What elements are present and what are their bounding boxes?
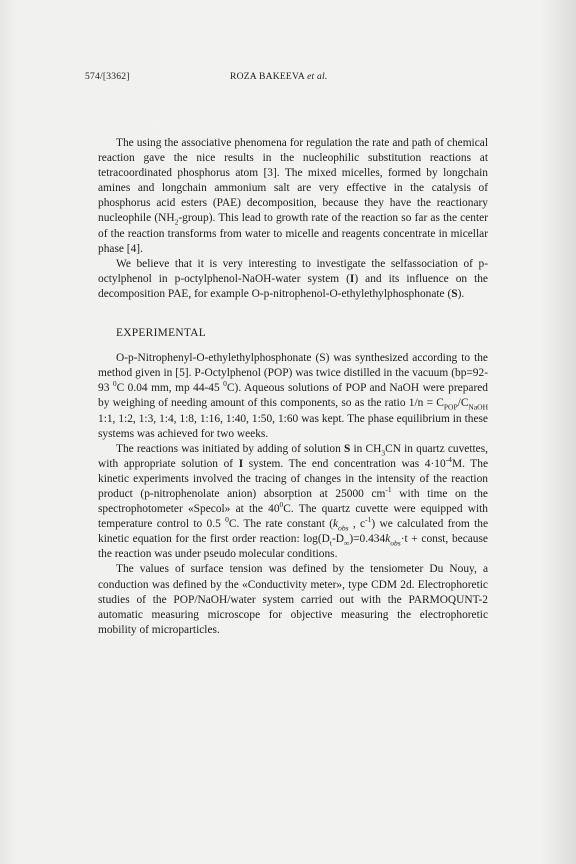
- paragraph-exp-3: The values of surface tension was defined by the tensiometer Du Nouy, a conduction was defined by the «Conductivity meter», type CDM 2d. Electrophoretic studies of the POP/NaOH/water system carried out with the PARMOQUNT-2 automatic measuring microscope for objective measuring the electrophoretic mobility of microparticles.: [98, 563, 488, 636]
- text-run: -D: [331, 533, 344, 546]
- text-run: ).: [457, 287, 465, 300]
- text-run: -group). This lead to growth rate of the reaction so far as the center of the reaction transforms from water to micelle and reagents concentrate in micellar phase [4].: [98, 212, 489, 255]
- paragraph-intro-1: [98, 136, 488, 257]
- text-run: C. The quartz cuvette were equipped with temperature control to 0.5: [98, 503, 489, 531]
- text-run: , c: [348, 518, 366, 531]
- body-text: [98, 136, 488, 638]
- text-run: O-p-Nitrophenyl-O-ethylethylphosphonate (S) was synthesized according to the method given in [5]. P-Octylphenol (POP) was twice distilled in the vacuum (bp=92-93: [98, 352, 488, 395]
- system-label: I: [238, 457, 244, 470]
- text-run: CN in quartz cuvettes, with appropriate solution of: [98, 442, 488, 470]
- paragraph-intro-2: [98, 257, 488, 302]
- text-run: The reactions was initiated by adding of solution: [116, 442, 344, 455]
- subscript: ∞: [343, 538, 350, 548]
- text-run: M. The kinetic experiments involved the tracing of changes in the intensity of the reaction product (p-nitrophenolate anion) absorption at 25000 cm: [98, 457, 489, 500]
- text-run: ) and its influence on the decomposition PAE, for example O-p-nitrophenol-O-ethylethylphosphonate (: [98, 272, 488, 300]
- text-run: in CH: [350, 442, 382, 455]
- text-run: The using the associative phenomena for regulation the rate and path of chemical reaction gave the nice results in the nucleophilic substitution reactions at tetracoordinated phosphorus atom [3]. The mixed micelles, formed by longchain amines and longchain ammonium salt are very effective in the catalysis of phosphorus acid esters (PAE) decomposition, because they have the reactionary nucleophile (NH: [98, 137, 488, 225]
- superscript: -4: [445, 454, 452, 464]
- text-run: /C: [457, 397, 469, 410]
- paragraph-exp-1: [98, 351, 488, 442]
- italic-symbol: k: [385, 533, 391, 546]
- text-run: )=0.434: [349, 533, 386, 546]
- text-run: C. The rate constant (: [228, 518, 334, 531]
- page-number: 574/[3362]: [85, 71, 130, 82]
- section-heading: EXPERIMENTAL: [116, 327, 207, 340]
- superscript: -1: [385, 485, 392, 495]
- substrate-label: S: [343, 442, 351, 455]
- system-label: I: [349, 272, 355, 285]
- subscript: 3: [381, 447, 386, 457]
- paragraph-exp-2: [98, 442, 488, 563]
- text-run: with time on the spectrophotometer «Specol» at the 40: [98, 487, 488, 516]
- authors: ROZA BAKEEVA: [230, 71, 305, 82]
- et-al: et al.: [307, 71, 328, 82]
- subscript: t: [329, 538, 332, 548]
- superscript: 0: [225, 515, 229, 525]
- subscript: POP: [443, 402, 458, 412]
- substrate-label: S: [451, 287, 458, 300]
- superscript: -1: [365, 515, 372, 525]
- text-run: C). Aqueous solutions of POP and NaOH were prepared by weighing of needing amount of this components, so as the ratio 1/n = C: [98, 382, 488, 410]
- superscript: 0: [223, 379, 227, 389]
- running-authors: [230, 71, 327, 82]
- subscript: obs: [390, 538, 401, 548]
- text-run: We believe that it is very interesting to investigate the selfassociation of p-octylphenol in p-octylphenol-NaOH-water system (: [98, 257, 488, 285]
- text-run: 1:1, 1:2, 1:3, 1:4, 1:8, 1:16, 1:40, 1:50, 1:60 was kept. The phase equilibrium in these systems was achieved for two weeks.: [98, 412, 488, 440]
- italic-symbol: k: [333, 518, 339, 531]
- subscript: NaOH: [468, 402, 488, 412]
- subscript: 2: [174, 217, 179, 227]
- text-run: ·t + const, because the reaction was under pseudo molecular conditions.: [98, 533, 488, 561]
- superscript: 0: [279, 500, 284, 510]
- subscript: obs: [338, 523, 349, 533]
- text-run: C 0.04 mm, mp 44-45: [116, 382, 224, 395]
- text-run: ) we calculated from the kinetic equation for the first order reaction: log(D: [98, 518, 488, 546]
- superscript: 0: [112, 379, 117, 389]
- text-run: system. The end concentration was 4·10: [243, 457, 446, 470]
